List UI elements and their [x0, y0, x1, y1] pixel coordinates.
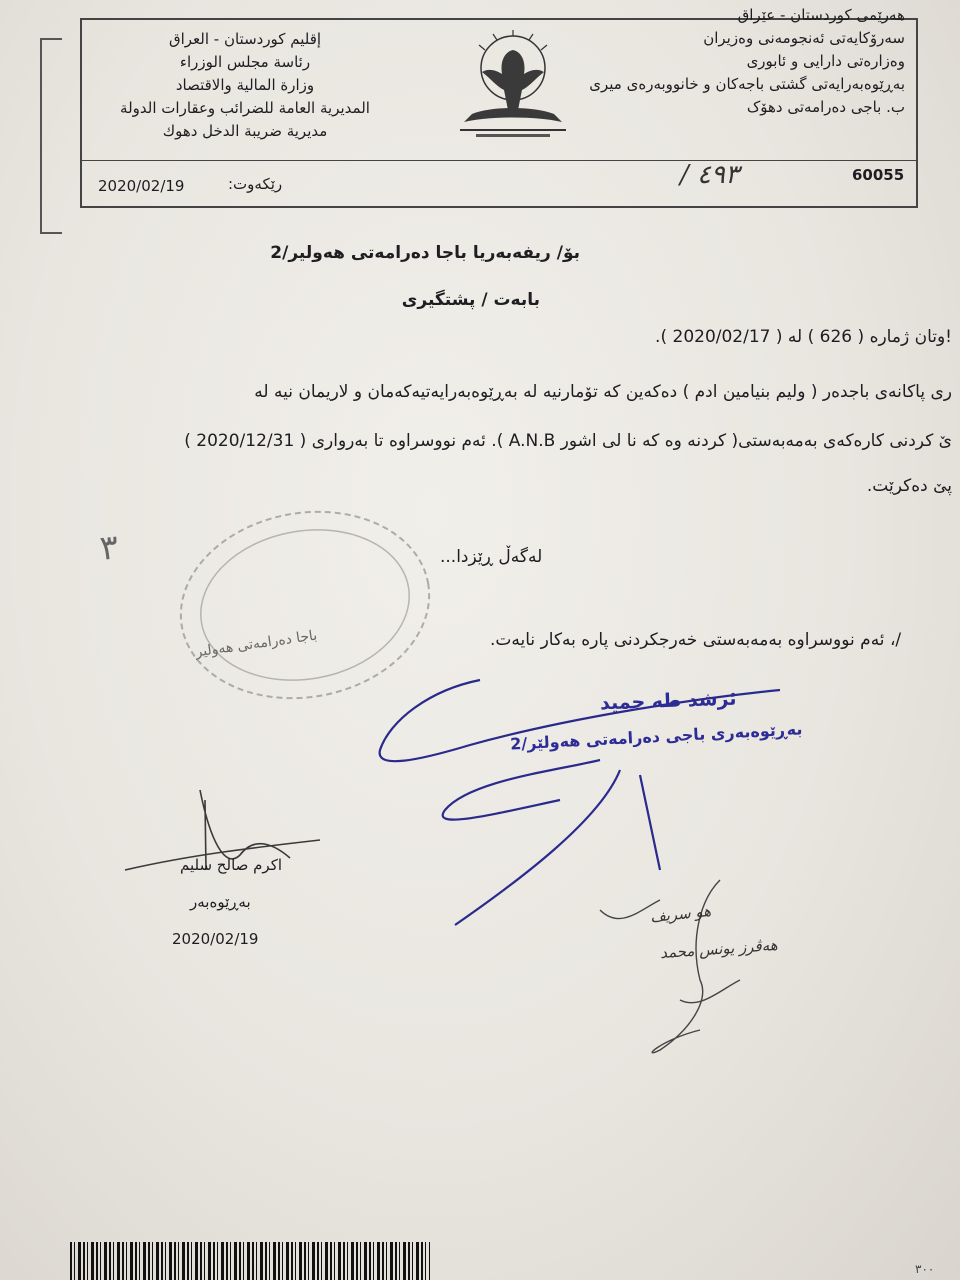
official-signature [380, 680, 780, 925]
letterhead-arabic-line: رئاسة مجلس الوزراء [179, 53, 311, 71]
body-line: ری پاکانەی باجدەر ( ولیم بنیامین ادم ) دەکەین کە تۆمارنیە لە بەڕێوەبەرایەتیەکەمان و لاریمان نیە لە [254, 382, 952, 402]
letterhead-arabic [100, 28, 390, 143]
handwritten-note: هو سريف [649, 901, 712, 927]
letterhead-kurdish-line: سەرۆکایەتی ئەنجومەنی وەزیران [703, 29, 905, 47]
reference-date: 2020/02/19 [98, 177, 185, 195]
letterhead-kurdish-line: بەڕێوەبەرایەتی گشتی باجەکان و خانووبەرەی میری [589, 75, 905, 93]
letterhead-arabic-line: مديرية ضريبة الدخل دهوك [162, 122, 328, 140]
margin-handwritten-mark: ٣ [97, 527, 121, 569]
signatory-title: بەڕێوەبەر [190, 893, 251, 911]
barcode-strip [70, 1242, 430, 1280]
letterhead-kurdish-line: هەرێمی کوردستان - عێراق [737, 6, 905, 24]
letterhead-arabic-line: المديرية العامة للضرائب وعقارات الدولة [120, 99, 370, 117]
recipient-line: بۆ/ ریفەبەریا باجا دەرامەتی هەولیر/2 [270, 243, 580, 263]
signatory-date: 2020/02/19 [172, 930, 259, 948]
stamp-name: ئرشد طه حميد [599, 687, 737, 715]
kurdistan-emblem-icon [452, 30, 574, 142]
letterhead-kurdish-line: ب. باجی دەرامەتی دهۆک [746, 98, 905, 116]
closing-regards: لەگەڵ ڕێزدا... [440, 547, 543, 567]
footnote-line: /، ئەم نووسراوە بەمەبەستی خەرجکردنی پارە بەکار نایەت. [490, 630, 902, 650]
handwritten-note: هەڤرز يونس محمد [659, 935, 779, 963]
header-outer-bracket [40, 38, 62, 234]
body-line: پێ دەکرێت. [866, 476, 952, 496]
letterhead-kurdish [589, 4, 905, 119]
round-seal [166, 493, 444, 718]
letterhead-divider [80, 160, 918, 161]
subject-line: بابەت / پشتگیری [401, 290, 540, 310]
body-line: !وتان ژمارە ( 626 ) لە ( 2020/02/17 ). [655, 327, 952, 347]
letterhead-arabic-line: وزارة المالية والاقتصاد [175, 76, 315, 94]
handwritten-reference: ٤٩٣ / [680, 160, 739, 190]
signatory-name: اكرم صالح سليم [180, 856, 283, 874]
seal-text: باجا دەرامەتی هەولیر [194, 627, 319, 661]
letterhead-arabic-line: إقليم كوردستان - العراق [168, 30, 322, 48]
stamp-title: بەڕێوەبەری باجی دەرامەتی هەولێر/2 [509, 719, 803, 754]
reference-number: 60055 [852, 166, 905, 184]
body-line: ێ کردنی کارەکەی بەمەبەستی( کردنە وە کە نا لی اشور A.N.B ). ئەم نووسراوە تا بەرواری ( 2020/12/31 ) [184, 431, 952, 451]
date-label: رێکەوت: [228, 175, 283, 193]
letterhead-kurdish-line: وەزارەتی دارایی و ئابوری [746, 52, 905, 70]
footer-mark: ٣٠٠ [915, 1262, 935, 1276]
